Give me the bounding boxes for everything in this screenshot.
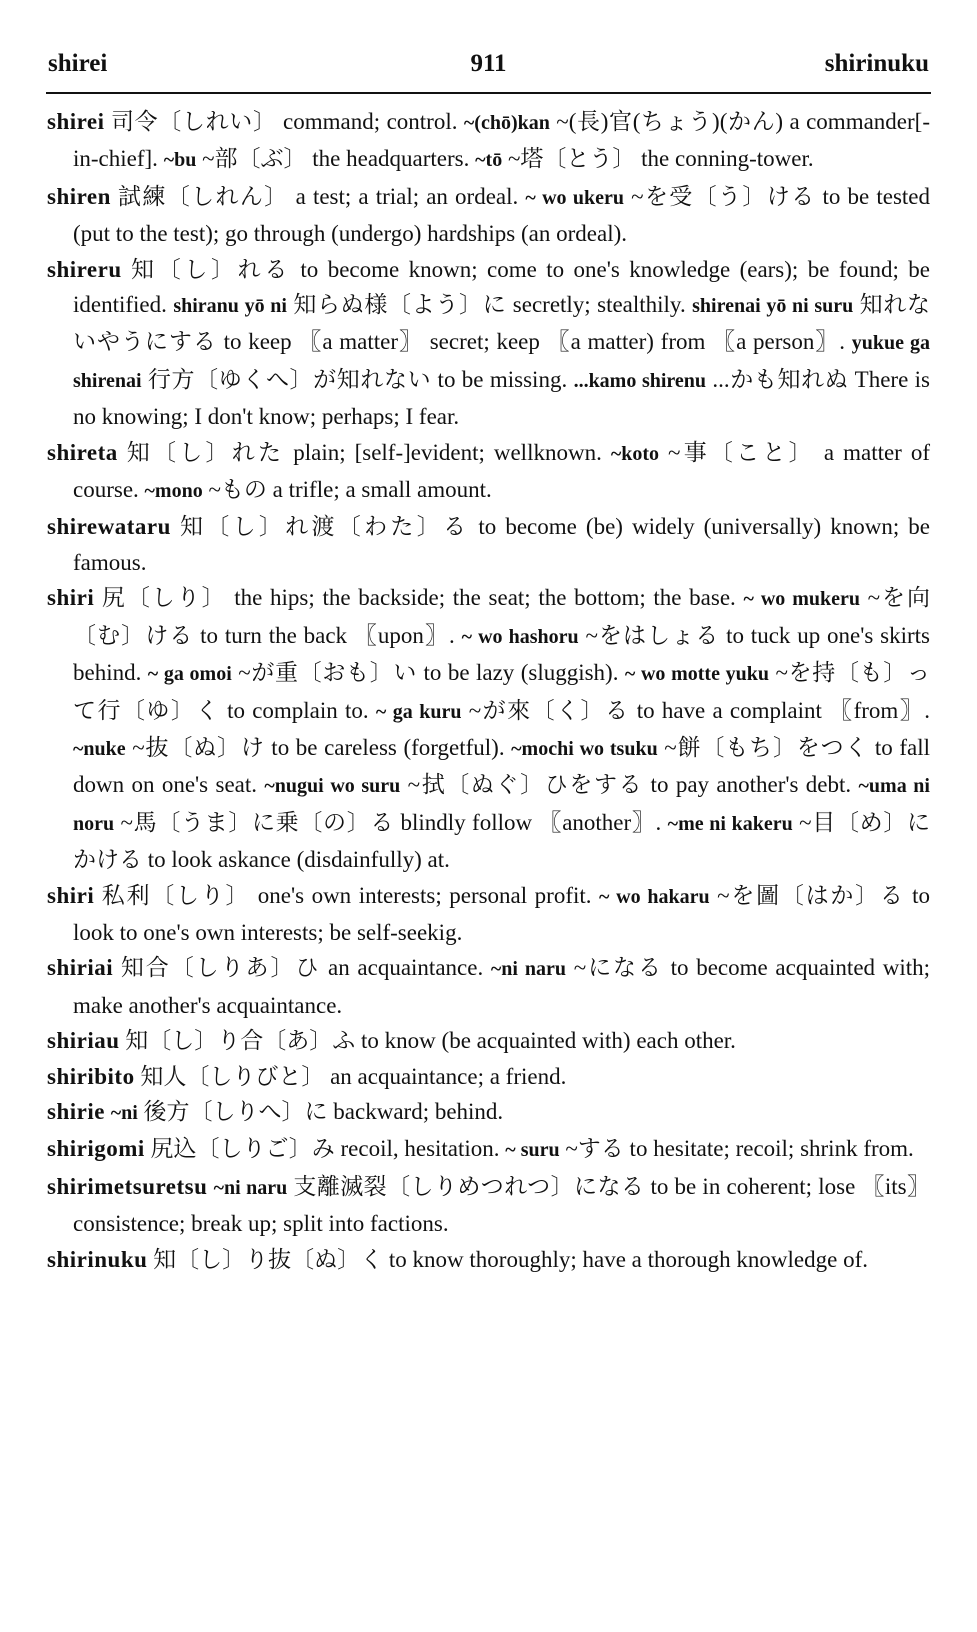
compound-phrase: ~ wo motte yuku [624, 663, 770, 686]
definition-text: 行方〔ゆくへ〕が知れない to be missing. [141, 366, 574, 392]
definition-text: ~目〔め〕にかける to look askance (disdainfully) at. [73, 809, 930, 873]
compound-phrase: ~ suru [505, 1139, 560, 1162]
compound-phrase: ~ni naru [213, 1176, 288, 1199]
definition-text: ~が重〔おも〕い to be lazy (sluggish). [231, 660, 625, 686]
definition-text: 尻込〔しりご〕み recoil, hesitation. [144, 1136, 506, 1162]
compound-phrase: ~ wo mukeru [743, 588, 860, 611]
entry-headword: shireta [47, 439, 118, 465]
definition-text: 私利〔しり〕 one's own interests; personal profit. [94, 882, 600, 908]
definition-text: 知〔し〕り抜〔ぬ〕く to know thoroughly; have a thorough knowledge of. [147, 1246, 868, 1272]
entry-headword: shirimetsuretsu [47, 1173, 208, 1199]
definition-text: 後方〔しりへ〕に backward; behind. [137, 1098, 504, 1124]
dictionary-entry [47, 1131, 930, 1168]
definition-text: 知合〔しりあ〕ひ an acquaintance. [113, 955, 491, 981]
compound-phrase: ...kamo shirenu [573, 369, 707, 392]
definition-text: ~(長)官(ちょう)(かん) a commander[-in-chief]. [73, 109, 930, 172]
compound-phrase: ~ni [110, 1101, 138, 1124]
page-number: 911 [470, 50, 507, 77]
compound-phrase: ~nuke [73, 737, 126, 760]
dictionary-entry [47, 878, 930, 951]
dictionary-entry [47, 580, 930, 877]
compound-phrase: yukue ga shirenai [73, 332, 931, 392]
compound-phrase: shiranu yō ni [173, 295, 287, 318]
entry-headword: shiriau [47, 1028, 120, 1054]
compound-phrase: ~ni naru [490, 958, 567, 981]
entry-headword: shiri [47, 585, 95, 611]
definition-text: ~をはしょる to tuck up one's skirts behind. [73, 622, 931, 686]
definition-text: ~を持〔も〕って行〔ゆ〕く to complain to. [73, 660, 930, 723]
compound-phrase: ~koto [610, 442, 660, 465]
definition-text: ~馬〔うま〕に乗〔の〕る blindly follow 〖another〗. [114, 809, 668, 835]
definition-text: 知〔し〕れ渡〔わた〕る to become (be) widely (universally) known; be famous. [73, 514, 930, 575]
header-last-guideword: shirinuku [824, 50, 929, 77]
definition-text: ~拭〔ぬぐ〕ひをする to pay another's debt. [400, 772, 859, 798]
definition-text: 知〔し〕り合〔あ〕ふ to know (be acquainted with) each other. [119, 1028, 736, 1054]
entry-list [47, 104, 930, 1277]
entry-headword: shiriai [47, 955, 114, 981]
definition-text: 知人〔しりびと〕 an acquaintance; a friend. [134, 1063, 567, 1089]
entry-headword: shireru [47, 256, 122, 282]
entry-headword: shirinuku [47, 1246, 148, 1272]
definition-text: ...かも知れぬ There is no knowing; I don't know; perhaps; I fear. [73, 366, 931, 430]
compound-phrase: ~mochi wo tsuku [511, 737, 658, 760]
entry-headword: shirigomi [47, 1136, 145, 1162]
definition-text: ~を向〔む〕ける to turn the back 〖upon〗. [73, 585, 930, 648]
definition-text: ~する to hesitate; recoil; shrink from. [559, 1136, 914, 1162]
entry-headword: shirei [47, 109, 105, 134]
dictionary-entry [47, 950, 930, 1023]
entry-headword: shirewataru [47, 514, 171, 540]
header-first-guideword: shirei [48, 50, 108, 77]
definition-text: 司令〔しれい〕 command; control. [104, 109, 464, 134]
definition-text: ~部〔ぶ〕 the headquarters. [196, 146, 476, 172]
page-header [48, 50, 929, 86]
definition-text: ~餅〔もち〕をつく to fall down on one's seat. [73, 734, 931, 798]
dictionary-entry [47, 1242, 930, 1277]
entry-headword: shiribito [47, 1063, 135, 1089]
definition-text: ~塔〔とう〕 the conning-tower. [502, 146, 814, 172]
definition-text: 知らぬ様〔よう〕に secretly; stealthily. [286, 292, 693, 318]
dictionary-entry [47, 179, 930, 252]
definition-text: ~を圖〔はか〕る to look to one's own interests; be self-seekig. [73, 882, 931, 945]
compound-phrase: ~ wo ukeru [525, 186, 625, 209]
compound-phrase: ~tō [475, 149, 503, 172]
entry-headword: shiri [47, 882, 95, 908]
definition-text: 尻〔しり〕 the hips; the backside; the seat; the bottom; the base. [94, 585, 744, 611]
definition-text: ~事〔こと〕 a matter of course. [73, 439, 930, 503]
entry-headword: shirie [47, 1098, 105, 1124]
definition-text: ~もの a trifle; a small amount. [202, 477, 492, 503]
dictionary-entry [47, 252, 930, 435]
dictionary-entry [47, 1023, 930, 1058]
definition-text: ~を受〔う〕ける to be tested (put to the test); go through (undergo) hardships (an ordeal). [73, 183, 930, 247]
entry-headword: shiren [47, 183, 111, 209]
compound-phrase: ~me ni kakeru [667, 812, 793, 835]
compound-phrase: ~uma ni noru [73, 775, 930, 835]
compound-phrase: ~ wo hashoru [461, 625, 579, 648]
header-rule [46, 92, 931, 94]
definition-text: 支離滅裂〔しりめつれつ〕になる to be in coherent; lose 〖its〗 consistence; break up; split into factions. [73, 1173, 931, 1237]
definition-text: ~になる to become acquainted with; make another's acquaintance. [73, 955, 930, 1018]
dictionary-entry [47, 1169, 930, 1242]
definition-text: 知れないやうにする to keep 〖a matter〗 secret; keep 〖a matter) from 〖a person〗. [73, 292, 931, 355]
definition-text: 知〔し〕れる to become known; come to one's knowledge (ears); be found; be identified. [73, 256, 930, 318]
compound-phrase: ~bu [163, 149, 197, 172]
compound-phrase: ~ ga omoi [147, 663, 232, 686]
compound-phrase: ~nugui wo suru [264, 775, 401, 798]
dictionary-entry [47, 104, 930, 179]
dictionary-entry [47, 1059, 930, 1094]
dictionary-entry [47, 435, 930, 510]
compound-phrase: shirenai yō ni suru [692, 295, 854, 318]
definition-text: ~が來〔く〕る to have a complaint 〖from〗. [461, 697, 930, 723]
compound-phrase: ~mono [144, 480, 203, 503]
definition-text: 知〔し〕れた plain; [self-]evident; wellknown. [117, 439, 611, 465]
dictionary-entry [47, 509, 930, 580]
definition-text: 試練〔しれん〕 a test; a trial; an ordeal. [110, 183, 526, 209]
dictionary-entry [47, 1094, 930, 1131]
definition-text: ~抜〔ぬ〕け to be careless (forgetful). [125, 734, 512, 760]
compound-phrase: ~ ga kuru [375, 700, 462, 723]
compound-phrase: ~ wo hakaru [599, 885, 710, 908]
compound-phrase: ~(chō)kan [463, 112, 550, 134]
